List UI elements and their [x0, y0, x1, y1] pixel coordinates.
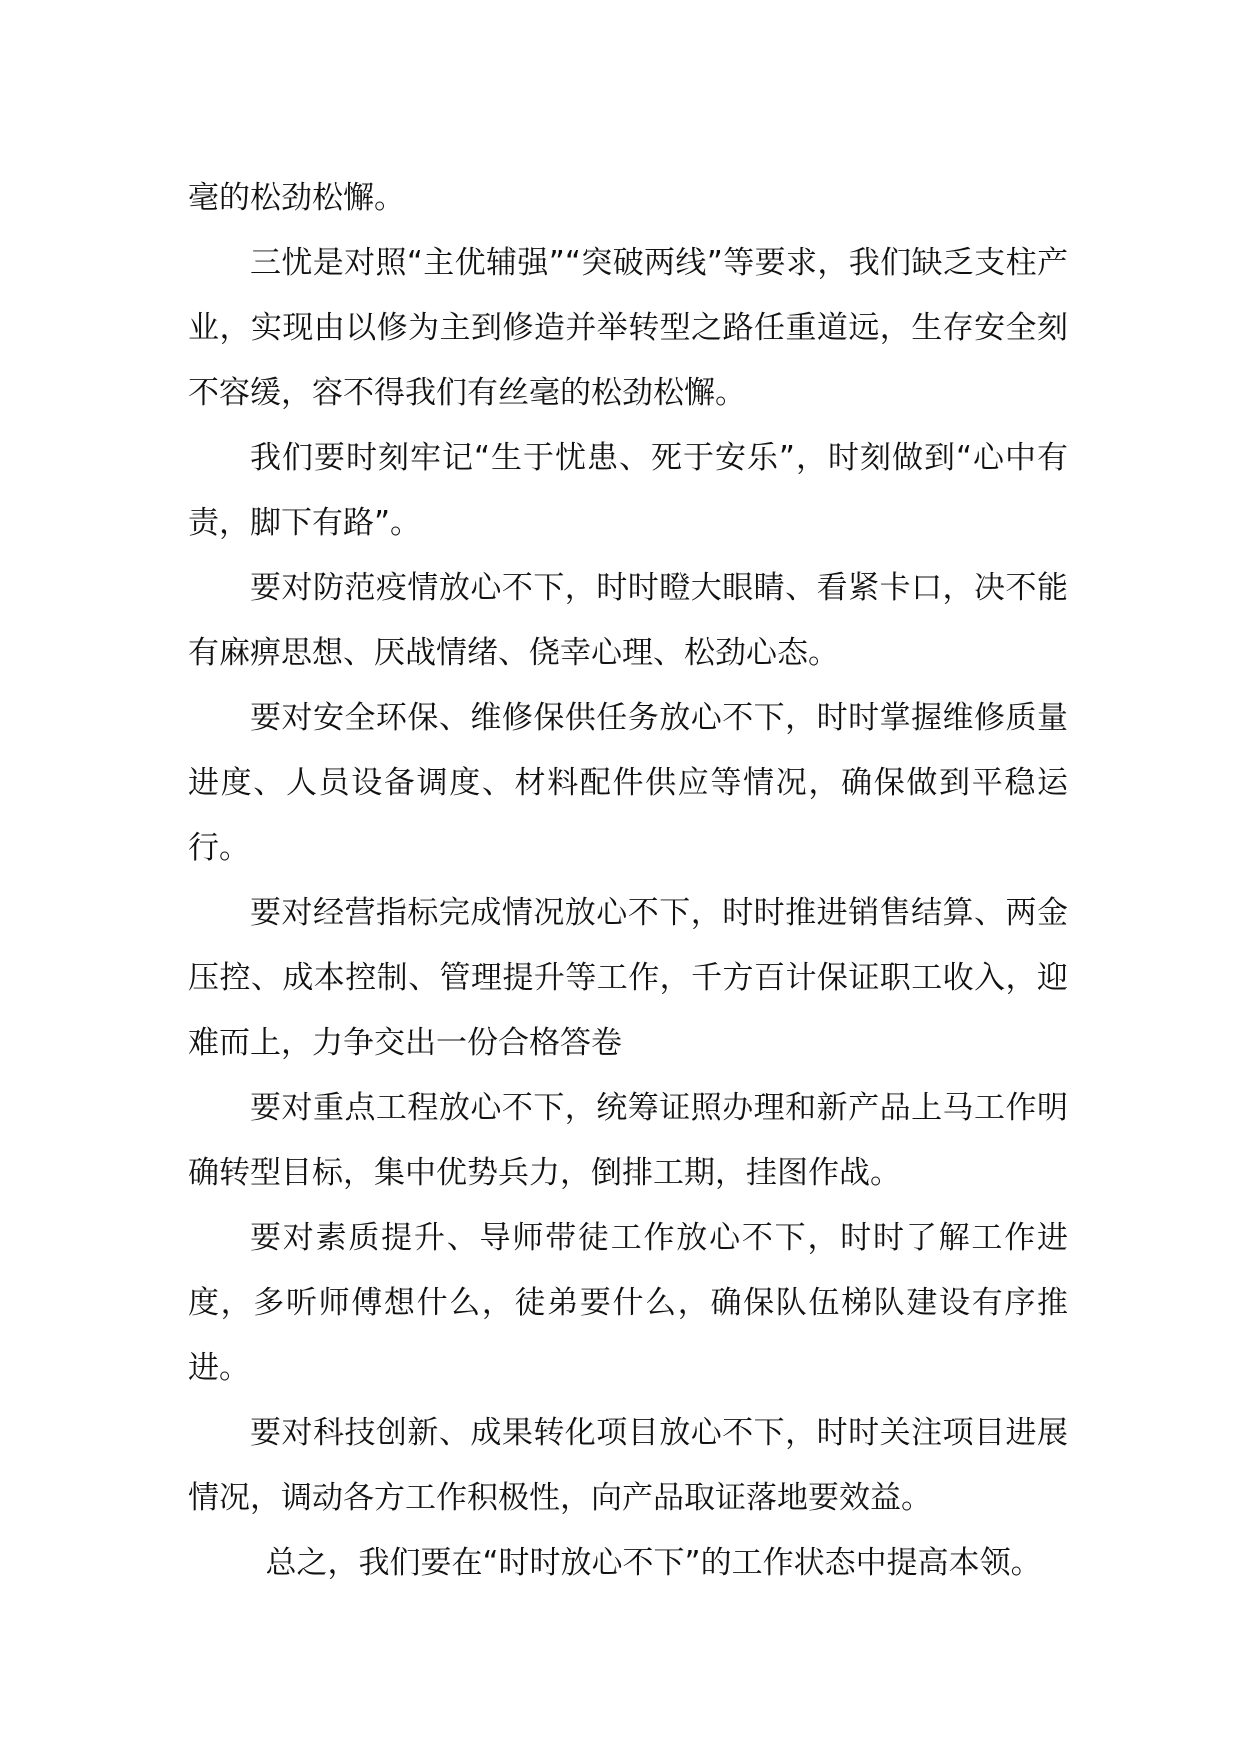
paragraph-third-worry: 三忧是对照“主优辅强”“突破两线”等要求，我们缺乏支柱产业，实现由以修为主到修造并举转型之路任重道远，生存安全刻不容缓，容不得我们有丝毫的松劲松懈。 [188, 245, 1068, 411]
paragraph-innovation: 要对科技创新、成果转化项目放心不下，时时关注项目进展情况，调动各方工作积极性，向产品取证落地要效益。 [188, 1415, 1068, 1516]
paragraph-epidemic: 要对防范疫情放心不下，时时瞪大眼睛、看紧卡口，决不能有麻痹思想、厌战情绪、侥幸心理、松劲心态。 [188, 570, 1068, 671]
paragraph-key-projects: 要对重点工程放心不下，统筹证照办理和新产品上马工作明确转型目标，集中优势兵力，倒排工期，挂图作战。 [188, 1090, 1068, 1191]
paragraph-conclusion: 总之，我们要在“时时放心不下”的工作状态中提高本领。 [265, 1545, 1042, 1581]
paragraph-safety: 要对安全环保、维修保供任务放心不下，时时掌握维修质量进度、人员设备调度、材料配件供应等情况，确保做到平稳运行。 [188, 700, 1068, 866]
paragraph-continuation: 毫的松劲松懈。 [188, 180, 405, 216]
paragraph-quality-improvement: 要对素质提升、导师带徒工作放心不下，时时了解工作进度，多听师傅想什么，徒弟要什么，确保队伍梯队建设有序推进。 [188, 1220, 1068, 1386]
document-body [188, 166, 1068, 1596]
paragraph-operations: 要对经营指标完成情况放心不下，时时推进销售结算、两金压控、成本控制、管理提升等工作，千方百计保证职工收入，迎难而上，力争交出一份合格答卷 [188, 895, 1068, 1061]
paragraph-remember: 我们要时刻牢记“生于忧患、死于安乐”，时刻做到“心中有责，脚下有路”。 [188, 440, 1068, 541]
